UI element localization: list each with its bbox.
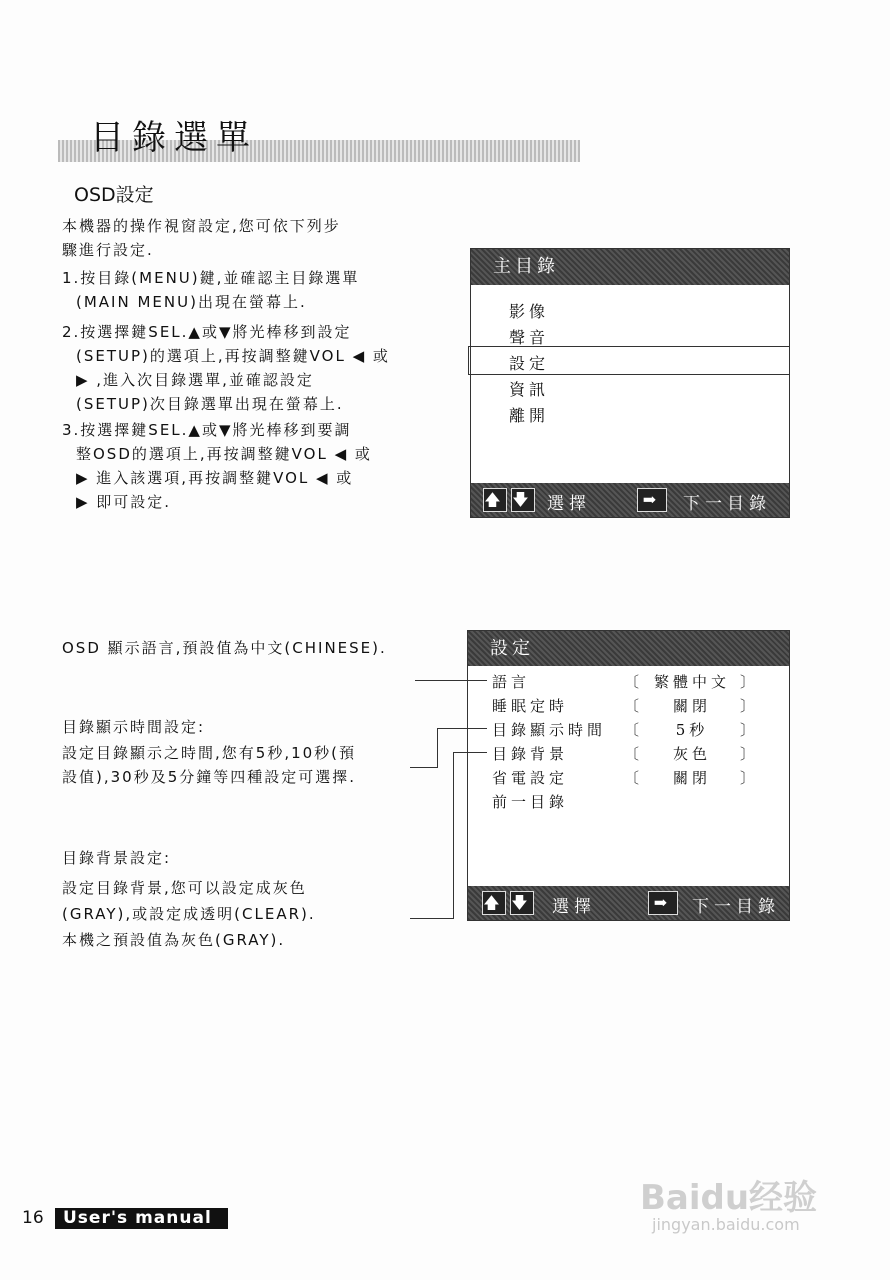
row-label: 目錄顯示時間	[492, 721, 607, 739]
row-label: 省電設定	[492, 769, 569, 787]
step-line: ▶ 即可設定.	[76, 493, 172, 511]
row-label: 目錄背景	[492, 745, 569, 763]
left-bracket: 〔	[624, 769, 644, 787]
note-time-title: 目錄顯示時間設定:	[62, 718, 206, 736]
row-value: 關閉	[672, 697, 711, 715]
right-arrow-icon: ➡	[637, 488, 667, 512]
note-bg-body	[62, 875, 316, 953]
watermark-logo: Baidu经验	[640, 1178, 818, 1218]
right-bracket: 〕	[739, 721, 759, 739]
note-language: OSD 顯示語言,預設值為中文(CHINESE).	[62, 639, 387, 657]
left-bracket: 〔	[624, 745, 644, 763]
main-menu-footer	[471, 483, 789, 517]
menu-item-setup[interactable]: 設定	[509, 354, 550, 373]
left-bracket: 〔	[624, 721, 644, 739]
next-menu-label: 下一目錄	[683, 494, 771, 514]
step-2	[62, 320, 390, 416]
menu-item-exit[interactable]: 離開	[509, 406, 550, 425]
setup-menu-title: 設定	[468, 631, 789, 666]
setup-row[interactable]	[492, 719, 759, 743]
back-label: 前一目錄	[492, 793, 569, 811]
step-line: (SETUP)的選項上,再按調整鍵VOL ◀ 或	[76, 347, 390, 365]
step-line: 3.按選擇鍵SEL.▲或▼將光棒移到要調	[62, 421, 352, 439]
note-line: 本機之預設值為灰色(GRAY).	[62, 931, 286, 949]
down-arrow-icon: 🡇	[511, 488, 535, 512]
right-bracket: 〕	[739, 697, 759, 715]
step-line: ▶ 進入該選項,再按調整鍵VOL ◀ 或	[76, 469, 354, 487]
setup-row[interactable]	[492, 743, 759, 767]
setup-menu	[467, 630, 790, 921]
note-line: (GRAY),或設定成透明(CLEAR).	[62, 905, 316, 923]
menu-item-video[interactable]: 影像	[509, 302, 550, 321]
connector-time	[410, 767, 438, 768]
note-time-body	[62, 741, 356, 789]
page-number: 16	[22, 1208, 44, 1228]
right-bracket: 〕	[739, 745, 759, 763]
step-line: (SETUP)次目錄選單出現在螢幕上.	[76, 395, 344, 413]
step-line: ▶ ,進入次目錄選單,並確認設定	[76, 371, 314, 389]
step-1	[62, 266, 359, 314]
note-bg-title: 目錄背景設定:	[62, 849, 172, 867]
row-value: 5秒	[675, 721, 709, 739]
setup-row[interactable]	[492, 767, 759, 791]
up-arrow-icon: 🡅	[483, 488, 507, 512]
menu-item-audio[interactable]: 聲音	[509, 328, 550, 347]
connector-bg	[453, 752, 487, 753]
step-3	[62, 418, 372, 514]
users-manual-badge: User's manual	[55, 1208, 228, 1229]
row-label: 睡眠定時	[492, 697, 569, 715]
setup-row[interactable]	[492, 695, 759, 719]
main-menu-title: 主目錄	[471, 249, 789, 285]
select-label: 選擇	[552, 897, 596, 917]
step-line: 1.按目錄(MENU)鍵,並確認主目錄選單	[62, 269, 360, 287]
left-bracket: 〔	[624, 673, 644, 691]
connector-time	[437, 728, 438, 768]
next-menu-label: 下一目錄	[692, 897, 780, 917]
connector-time	[437, 728, 487, 729]
connector-language	[415, 680, 487, 681]
intro	[62, 214, 341, 262]
setup-menu-footer	[468, 886, 789, 920]
note-line: 設定目錄背景,您可以設定成灰色	[62, 879, 307, 897]
select-label: 選擇	[547, 494, 591, 514]
main-menu	[470, 248, 790, 518]
step-line: 2.按選擇鍵SEL.▲或▼將光棒移到設定	[62, 323, 352, 341]
right-arrow-icon: ➡	[648, 891, 678, 915]
setup-row-back[interactable]	[492, 791, 759, 815]
watermark-url: jingyan.baidu.com	[652, 1215, 800, 1234]
left-bracket: 〔	[624, 697, 644, 715]
connector-bg	[453, 752, 454, 919]
row-value: 灰色	[672, 745, 711, 763]
menu-item-info[interactable]: 資訊	[509, 380, 550, 399]
setup-row[interactable]	[492, 671, 759, 695]
up-arrow-icon: 🡅	[482, 891, 506, 915]
section-title: 目錄選單	[90, 118, 258, 158]
right-bracket: 〕	[739, 673, 759, 691]
step-line: (MAIN MENU)出現在螢幕上.	[76, 293, 307, 311]
connector-bg	[410, 918, 454, 919]
note-line: 設定目錄顯示之時間,您有5秒,10秒(預	[62, 744, 357, 762]
down-arrow-icon: 🡇	[510, 891, 534, 915]
step-line: 整OSD的選項上,再按調整鍵VOL ◀ 或	[76, 445, 372, 463]
row-label: 語言	[492, 673, 531, 691]
subtitle: OSD設定	[74, 184, 154, 206]
row-value: 繁體中文	[653, 673, 730, 691]
row-value: 關閉	[672, 769, 711, 787]
intro-line: 本機器的操作視窗設定,您可依下列步	[62, 217, 341, 235]
intro-line: 驟進行設定.	[62, 241, 154, 259]
right-bracket: 〕	[739, 769, 759, 787]
note-line: 設值),30秒及5分鐘等四種設定可選擇.	[62, 768, 357, 786]
